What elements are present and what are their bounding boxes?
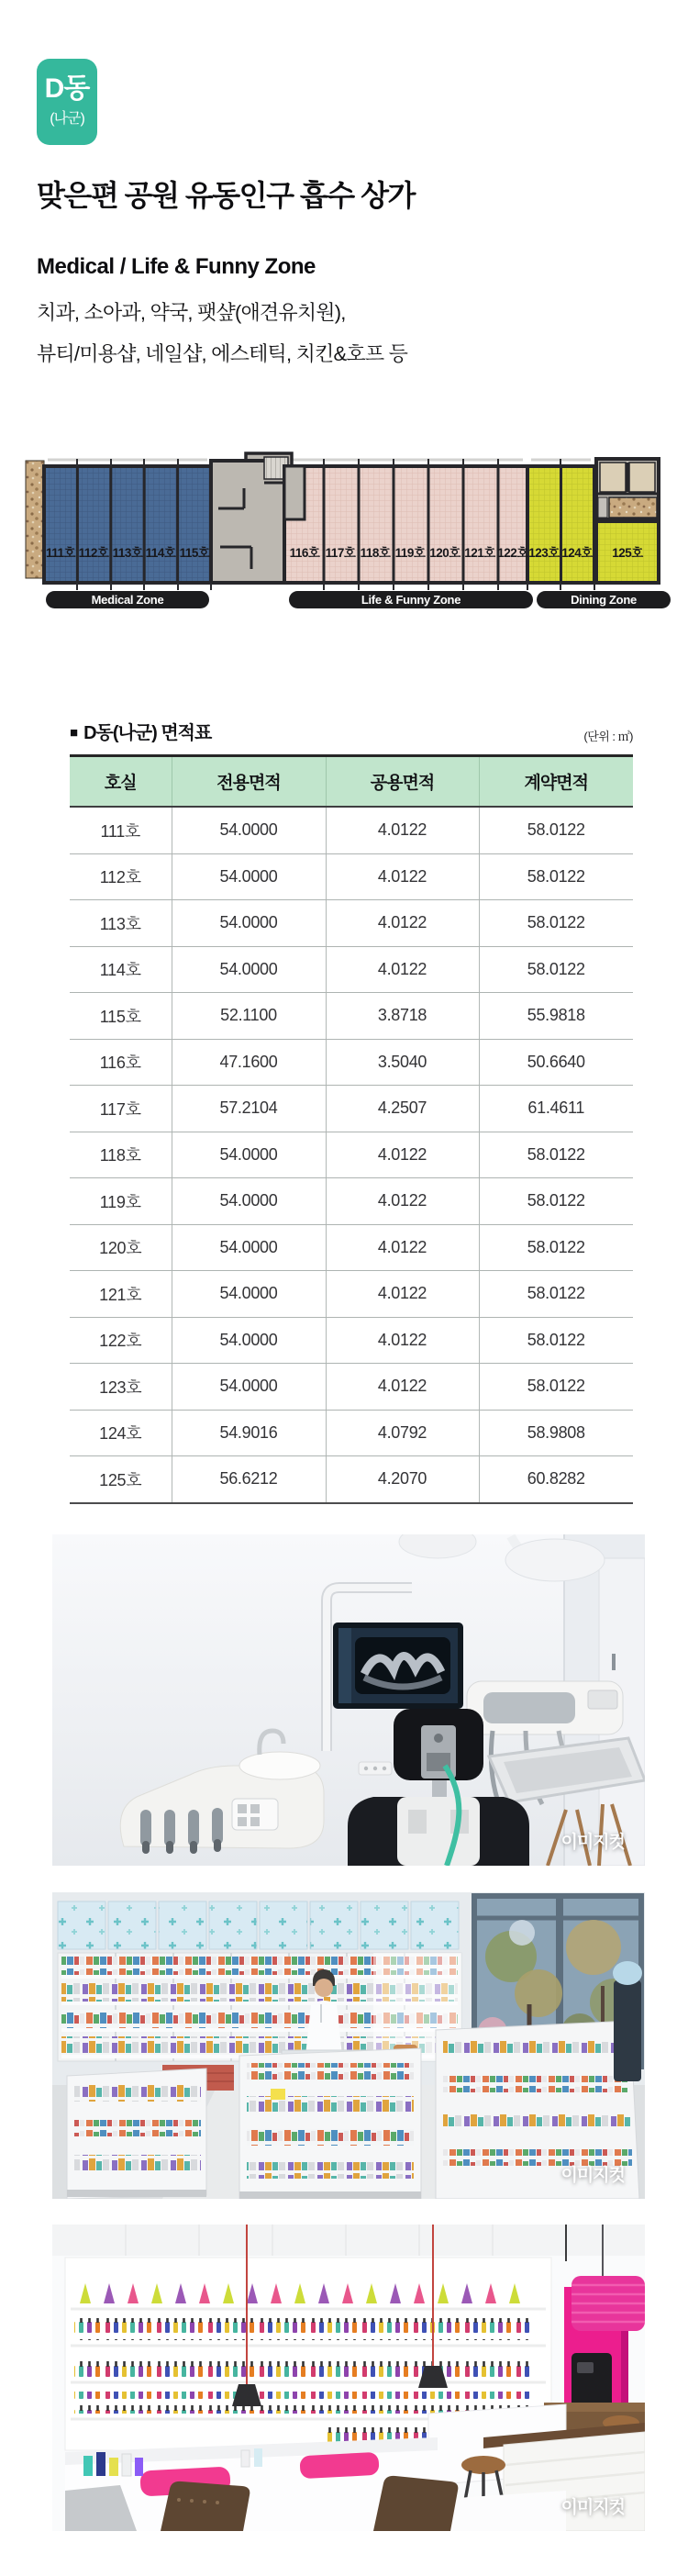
image-cut-caption: 이미지컷	[560, 2166, 625, 2185]
table-cell: 4.0122	[326, 1224, 479, 1271]
zone-description-line-1: 치과, 소아과, 약국, 팻샾(애견유치원),	[37, 301, 346, 324]
table-row	[70, 1132, 633, 1178]
area-table-title-text: D동(나군) 면적표	[83, 723, 212, 743]
table-cell: 4.0122	[326, 1317, 479, 1364]
table-row	[70, 946, 633, 993]
table-row	[70, 1224, 633, 1271]
table-cell: 54.0000	[172, 1132, 326, 1178]
table-cell: 119호	[70, 1178, 172, 1225]
table-row	[70, 1039, 633, 1086]
column-header: 계약면적	[479, 756, 633, 808]
table-cell: 4.0122	[326, 1364, 479, 1411]
stone-wall-strip	[26, 461, 44, 578]
table-cell: 54.0000	[172, 1178, 326, 1225]
table-row	[70, 807, 633, 853]
table-row	[70, 1364, 633, 1411]
area-table-body	[70, 807, 633, 1503]
zone-description-line-2: 뷰티/미용샵, 네일샵, 에스테틱, 치킨&호프 등	[37, 342, 408, 365]
pink-pendant-lamp	[571, 2276, 645, 2331]
column-header: 공용면적	[326, 756, 479, 808]
table-cell: 52.1100	[172, 993, 326, 1040]
table-cell: 113호	[70, 900, 172, 947]
table-cell: 57.2104	[172, 1086, 326, 1132]
table-cell: 58.0122	[479, 1317, 633, 1364]
table-cell: 58.0122	[479, 1224, 633, 1271]
table-cell: 3.8718	[326, 993, 479, 1040]
table-row	[70, 900, 633, 947]
unit-labels	[46, 546, 644, 560]
unit-label: 114호	[145, 546, 176, 560]
table-cell: 54.0000	[172, 946, 326, 993]
table-row	[70, 853, 633, 900]
unit-label: 113호	[112, 546, 143, 560]
table-cell: 54.0000	[172, 853, 326, 900]
life-funny-zone-units	[284, 466, 527, 583]
image-cut-caption: 이미지컷	[560, 1833, 625, 1852]
table-cell: 4.2507	[326, 1086, 479, 1132]
zone-pill-label: Medical Zone	[91, 593, 164, 607]
table-cell: 4.0122	[326, 1132, 479, 1178]
table-cell: 4.0122	[326, 1271, 479, 1318]
table-cell: 47.1600	[172, 1039, 326, 1086]
table-cell: 58.9808	[479, 1410, 633, 1456]
table-row	[70, 1178, 633, 1225]
table-cell: 4.0122	[326, 946, 479, 993]
unit-label: 124호	[561, 546, 593, 560]
unit-label: 116호	[289, 546, 320, 560]
table-cell: 4.0122	[326, 853, 479, 900]
building-badge-name: D동	[44, 73, 90, 104]
area-table-head	[70, 756, 633, 808]
building-badge-group: (나군)	[50, 111, 84, 127]
table-cell: 125호	[70, 1456, 172, 1503]
table-row	[70, 1271, 633, 1318]
floor-plan	[0, 452, 688, 612]
pharmacy-illustration	[52, 1892, 645, 2199]
table-cell: 123호	[70, 1364, 172, 1411]
zone-pills	[46, 591, 671, 608]
unit-label: 118호	[360, 546, 391, 560]
area-unit-note: (단위 : ㎡)	[583, 730, 633, 743]
table-cell: 58.0122	[479, 946, 633, 993]
table-cell: 4.0122	[326, 807, 479, 853]
table-cell: 50.6640	[479, 1039, 633, 1086]
building-core	[211, 453, 292, 583]
table-cell: 54.0000	[172, 1364, 326, 1411]
table-cell: 56.6212	[172, 1456, 326, 1503]
table-cell: 115호	[70, 993, 172, 1040]
table-cell: 58.0122	[479, 1271, 633, 1318]
table-cell: 54.9016	[172, 1410, 326, 1456]
table-cell: 117호	[70, 1086, 172, 1132]
building-badge	[37, 59, 97, 145]
table-cell: 116호	[70, 1039, 172, 1086]
unit-label: 119호	[394, 546, 426, 560]
table-cell: 61.4611	[479, 1086, 633, 1132]
table-row	[70, 993, 633, 1040]
table-cell: 4.0122	[326, 900, 479, 947]
unit-label: 123호	[528, 546, 560, 560]
table-cell: 54.0000	[172, 1224, 326, 1271]
nail-salon-illustration	[52, 2225, 645, 2531]
page-title: 맞은편 공원 유동인구 흡수 상가	[37, 179, 415, 212]
dining-zone-units	[527, 459, 659, 583]
table-cell: 4.2070	[326, 1456, 479, 1503]
table-cell: 54.0000	[172, 1317, 326, 1364]
table-cell: 112호	[70, 853, 172, 900]
area-table	[70, 754, 633, 1504]
table-cell: 58.0122	[479, 1132, 633, 1178]
unit-label: 122호	[497, 546, 528, 560]
table-cell: 58.0122	[479, 1364, 633, 1411]
area-table-title	[70, 723, 211, 743]
image-cut-caption: 이미지컷	[560, 2498, 625, 2517]
unit-label: 115호	[179, 546, 210, 560]
table-cell: 122호	[70, 1317, 172, 1364]
table-cell: 58.0122	[479, 900, 633, 947]
medical-zone-units	[44, 466, 211, 583]
table-cell: 114호	[70, 946, 172, 993]
table-cell: 4.0122	[326, 1178, 479, 1225]
table-cell: 4.0792	[326, 1410, 479, 1456]
unit-label: 125호	[612, 546, 643, 560]
unit-label: 120호	[429, 546, 461, 560]
photo-pharmacy	[52, 1892, 645, 2199]
column-header: 호실	[70, 756, 172, 808]
table-cell: 58.0122	[479, 853, 633, 900]
table-row	[70, 1317, 633, 1364]
table-row	[70, 1410, 633, 1456]
unit-label: 121호	[464, 546, 495, 560]
table-cell: 54.0000	[172, 900, 326, 947]
table-cell: 60.8282	[479, 1456, 633, 1503]
table-cell: 121호	[70, 1271, 172, 1318]
table-cell: 58.0122	[479, 807, 633, 853]
table-cell: 120호	[70, 1224, 172, 1271]
table-cell: 58.0122	[479, 1178, 633, 1225]
zone-pill-label: Life & Funny Zone	[361, 593, 461, 607]
dental-clinic-illustration	[52, 1534, 645, 1866]
column-header-row	[70, 756, 633, 808]
zone-heading: Medical / Life & Funny Zone	[37, 254, 316, 279]
table-cell: 54.0000	[172, 807, 326, 853]
table-cell: 111호	[70, 807, 172, 853]
column-header: 전용면적	[172, 756, 326, 808]
unit-label: 117호	[325, 546, 356, 560]
unit-label: 112호	[78, 546, 109, 560]
area-table-header	[70, 718, 633, 747]
table-cell: 55.9818	[479, 993, 633, 1040]
square-bullet-icon: ■	[70, 725, 78, 741]
zone-pill-label: Dining Zone	[571, 593, 637, 607]
unit-label: 111호	[45, 546, 76, 560]
table-cell: 124호	[70, 1410, 172, 1456]
table-cell: 3.5040	[326, 1039, 479, 1086]
photo-nail-salon	[52, 2225, 645, 2531]
table-cell: 118호	[70, 1132, 172, 1178]
photo-dental-clinic	[52, 1534, 645, 1866]
table-row	[70, 1456, 633, 1503]
zone-description	[37, 292, 407, 374]
table-cell: 54.0000	[172, 1271, 326, 1318]
table-row	[70, 1086, 633, 1132]
